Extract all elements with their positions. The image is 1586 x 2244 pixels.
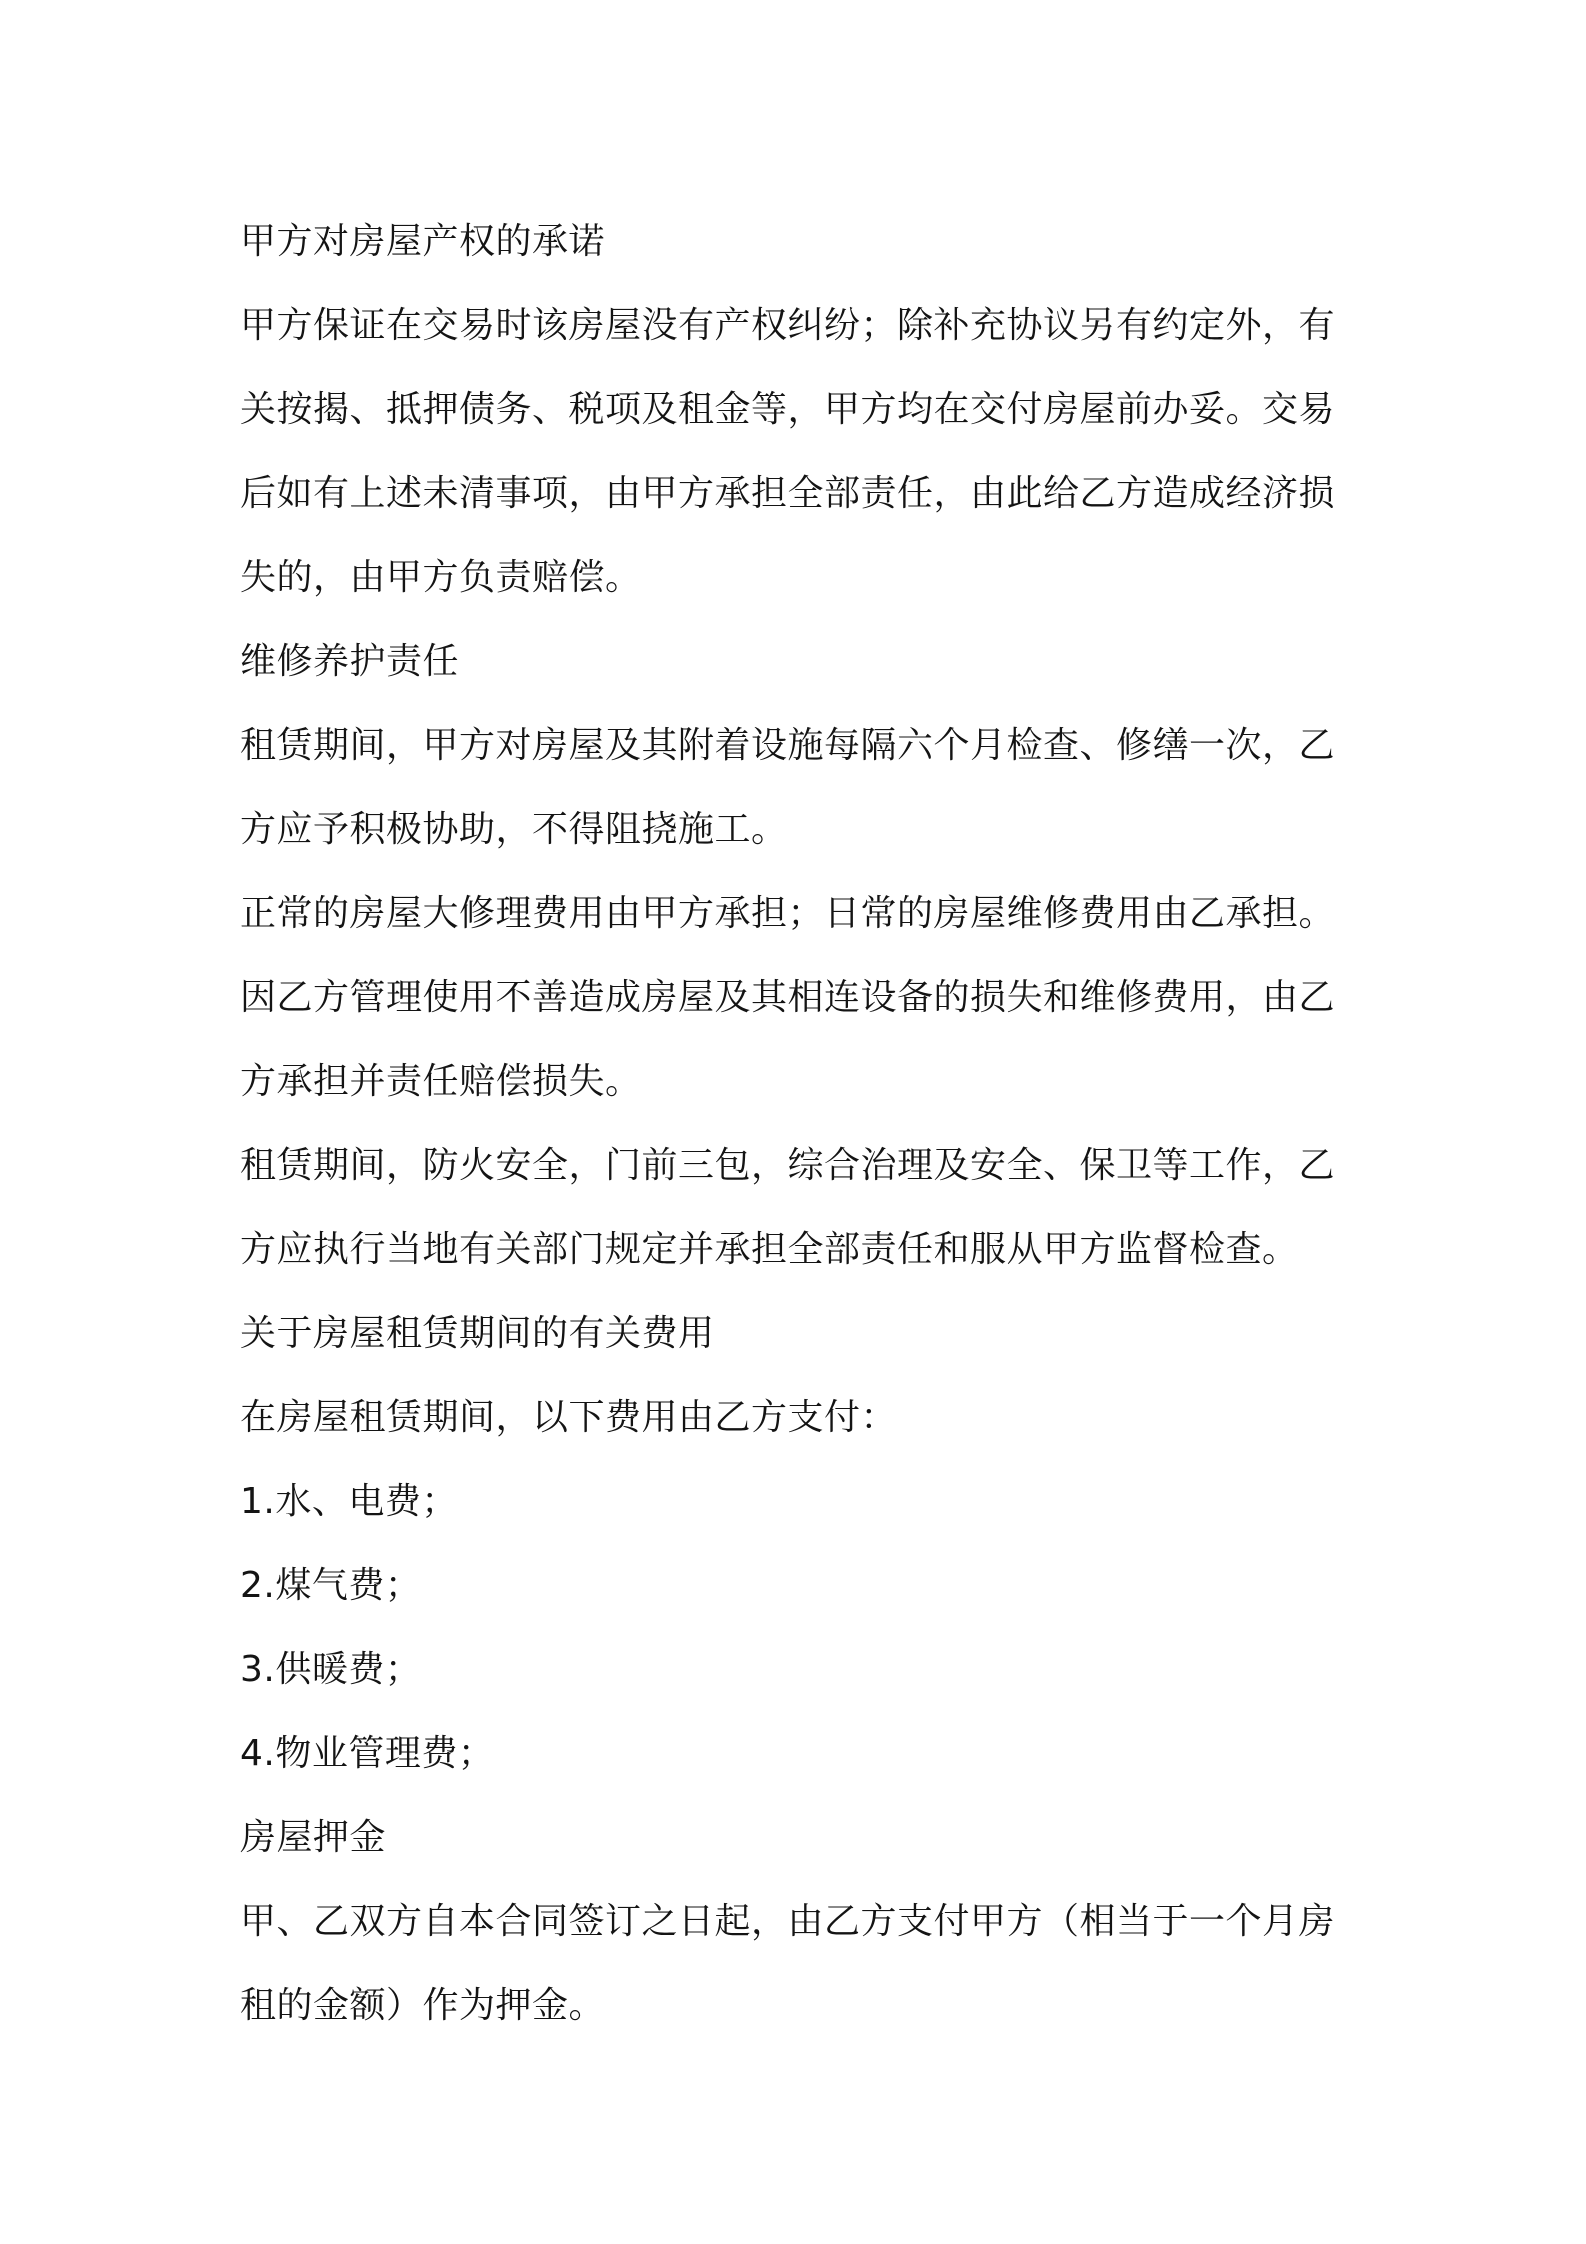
paragraph-line: 后如有上述未清事项，由甲方承担全部责任，由此给乙方造成经济损 [240,473,1336,514]
paragraph-line: 关按揭、抵押债务、税项及租金等，甲方均在交付房屋前办妥。交易 [240,389,1336,430]
section-heading-property-rights: 甲方对房屋产权的承诺 [240,221,606,262]
paragraph-line: 甲、乙双方自本合同签订之日起，由乙方支付甲方（相当于一个月房 [240,1901,1336,1942]
section-heading-maintenance: 维修养护责任 [240,641,460,682]
paragraph-line: 方应执行当地有关部门规定并承担全部责任和服从甲方监督检查。 [240,1229,1299,1270]
list-item: 2.煤气费； [240,1565,422,1606]
paragraph-line: 因乙方管理使用不善造成房屋及其相连设备的损失和维修费用，由乙 [240,977,1336,1018]
paragraph-line: 租赁期间，甲方对房屋及其附着设施每隔六个月检查、修缮一次，乙 [240,725,1336,766]
paragraph-line: 方承担并责任赔偿损失。 [240,1061,642,1102]
section-heading-deposit: 房屋押金 [240,1817,387,1858]
list-item: 4.物业管理费； [240,1733,495,1774]
paragraph-line: 失的，由甲方负责赔偿。 [240,557,642,598]
paragraph-line: 在房屋租赁期间，以下费用由乙方支付： [240,1397,898,1438]
paragraph-line: 租的金额）作为押金。 [240,1985,606,2026]
paragraph-line: 正常的房屋大修理费用由甲方承担；日常的房屋维修费用由乙承担。 [240,893,1336,934]
document-body [240,200,1360,2048]
paragraph-line: 方应予积极协助，不得阻挠施工。 [240,809,788,850]
list-item: 3.供暖费； [240,1649,422,1690]
paragraph-line: 甲方保证在交易时该房屋没有产权纠纷；除补充协议另有约定外，有 [240,305,1336,346]
paragraph-line: 租赁期间，防火安全，门前三包，综合治理及安全、保卫等工作，乙 [240,1145,1336,1186]
section-heading-fees: 关于房屋租赁期间的有关费用 [240,1313,715,1354]
list-item: 1.水、电费； [240,1481,458,1522]
